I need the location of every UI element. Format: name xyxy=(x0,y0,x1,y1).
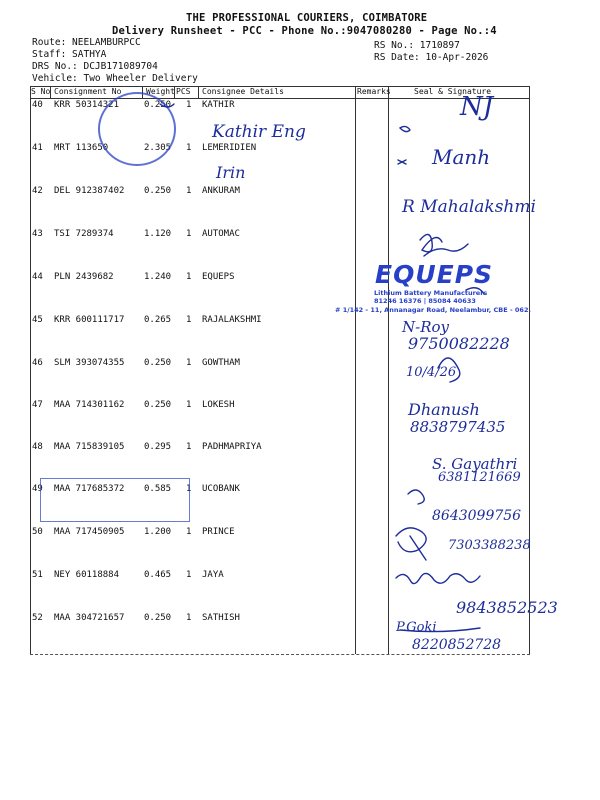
phone-handwritten: 8220852728 xyxy=(412,637,502,653)
cell-consignee: UCOBANK xyxy=(202,484,240,494)
col-header-remarks: Remarks xyxy=(357,87,391,96)
phone-handwritten: 9843852523 xyxy=(456,598,558,617)
equeps-stamp-line3: # 1/142 - 11, Annanagar Road, Neelambur, CBE - 062. xyxy=(335,306,531,314)
cell-consignee: PRINCE xyxy=(202,527,235,537)
cell-weight: 0.250 xyxy=(144,400,172,410)
cell-weight: 1.120 xyxy=(144,229,172,239)
cell-consignment: MAA 304721657 xyxy=(54,613,125,623)
cell-pcs: 1 xyxy=(186,229,192,239)
cell-consignee: AUTOMAC xyxy=(202,229,240,239)
handwritten-date: 10/4/26 xyxy=(406,365,457,380)
cell-consignee: EQUEPS xyxy=(202,272,235,282)
cell-pcs: 1 xyxy=(186,527,192,537)
cell-consignee: JAYA xyxy=(202,570,224,580)
cell-consignment: MAA 714301162 xyxy=(54,400,125,410)
signature: Manh xyxy=(432,145,491,169)
cell-sno: 52 xyxy=(32,613,43,623)
cell-pcs: 1 xyxy=(186,442,192,452)
cell-sno: 49 xyxy=(32,484,43,494)
cell-sno: 51 xyxy=(32,570,43,580)
cell-weight: 2.305 xyxy=(144,143,172,153)
phone-handwritten: 8643099756 xyxy=(432,508,522,524)
cell-sno: 48 xyxy=(32,442,43,452)
col-divider xyxy=(198,86,199,98)
cell-consignee: PADHMAPRIYA xyxy=(202,442,262,452)
col-header-weight: Weight xyxy=(146,87,175,96)
signature: N-Roy xyxy=(402,318,449,336)
cell-consignee: LOKESH xyxy=(202,400,235,410)
rs-number: RS No.: 1710897 xyxy=(374,40,460,51)
cell-consignee: GOWTHAM xyxy=(202,358,240,368)
cell-weight: 0.250 xyxy=(144,100,172,110)
cell-weight: 0.465 xyxy=(144,570,172,580)
cell-pcs: 1 xyxy=(186,272,192,282)
runsheet-subtitle: Delivery Runsheet - PCC - Phone No.:9047080280 - Page No.:4 xyxy=(112,25,497,37)
cell-consignee: SATHISH xyxy=(202,613,240,623)
cell-weight: 0.250 xyxy=(144,358,172,368)
cell-consignment: MAA 717450905 xyxy=(54,527,125,537)
drs-info: DRS No.: DCJB171089704 xyxy=(32,61,158,72)
cell-consignment: NEY 60118884 xyxy=(54,570,120,580)
cell-consignment: KRR 600111717 xyxy=(54,315,125,325)
cell-pcs: 1 xyxy=(186,143,192,153)
signature: S. Gayathri xyxy=(432,455,518,473)
company-title: THE PROFESSIONAL COURIERS, COIMBATORE xyxy=(186,12,428,24)
cell-consignee: KATHIR xyxy=(202,100,235,110)
signature: Dhanush xyxy=(408,400,480,419)
cell-consignment: KRR 50314321 xyxy=(54,100,120,110)
table-row xyxy=(30,315,530,329)
equeps-stamp-line1: Lithium Battery Manufacturers xyxy=(374,289,488,297)
table-row xyxy=(30,229,530,243)
phone-handwritten: 7303388238 xyxy=(448,538,531,553)
cell-weight: 0.295 xyxy=(144,442,172,452)
cell-sno: 45 xyxy=(32,315,43,325)
col-header-pcs: PCS xyxy=(176,87,191,96)
equeps-stamp-logo: EQUEPS xyxy=(375,260,494,289)
signature: R Mahalakshmi xyxy=(402,197,536,217)
cell-consignment: SLM 393074355 xyxy=(54,358,125,368)
cell-weight: 0.250 xyxy=(144,186,172,196)
col-header-sno: S No xyxy=(31,87,51,96)
table-row xyxy=(30,613,530,627)
cell-weight: 0.585 xyxy=(144,484,172,494)
cell-consignee: RAJALAKSHMI xyxy=(202,315,262,325)
cell-weight: 0.265 xyxy=(144,315,172,325)
route-info: Route: NEELAMBURPCC xyxy=(32,37,141,48)
cell-sno: 40 xyxy=(32,100,43,110)
signature: NJ xyxy=(460,92,494,122)
col-header-consignee: Consignee Details xyxy=(202,87,284,96)
cell-consignment: TSI 7289374 xyxy=(54,229,114,239)
phone-handwritten: 8838797435 xyxy=(410,418,506,436)
cell-consignee: LEMERIDIEN xyxy=(202,143,257,153)
company-seal-stamp xyxy=(98,92,176,166)
cell-sno: 50 xyxy=(32,527,43,537)
cell-sno: 46 xyxy=(32,358,43,368)
cell-pcs: 1 xyxy=(186,186,192,196)
cell-consignment: MAA 715839105 xyxy=(54,442,125,452)
cell-consignment: PLN 2439682 xyxy=(54,272,114,282)
cell-pcs: 1 xyxy=(186,400,192,410)
cell-consignment: MRT 113650 xyxy=(54,143,109,153)
cell-weight: 1.200 xyxy=(144,527,172,537)
handwritten-note: Kathir Eng xyxy=(212,122,306,142)
cell-pcs: 1 xyxy=(186,570,192,580)
vehicle-info: Vehicle: Two Wheeler Delivery xyxy=(32,73,198,84)
table-row xyxy=(30,442,530,456)
col-header-seal: Seal & Signature xyxy=(414,87,492,96)
staff-info: Staff: SATHYA xyxy=(32,49,107,60)
col-header-consignment: Consignment No xyxy=(54,87,122,96)
cell-consignment: MAA 717685372 xyxy=(54,484,125,494)
cell-pcs: 1 xyxy=(186,484,192,494)
equeps-stamp-line2: 81246 16376 | 85084 40633 xyxy=(374,297,476,305)
cell-weight: 0.250 xyxy=(144,613,172,623)
cell-consignee: ANKURAM xyxy=(202,186,240,196)
phone-handwritten: 6381121669 xyxy=(438,470,521,485)
cell-pcs: 1 xyxy=(186,315,192,325)
cell-pcs: 1 xyxy=(186,100,192,110)
cell-sno: 47 xyxy=(32,400,43,410)
cell-pcs: 1 xyxy=(186,358,192,368)
rs-date: RS Date: 10-Apr-2026 xyxy=(374,52,489,63)
phone-handwritten: 9750082228 xyxy=(408,334,510,353)
cell-sno: 43 xyxy=(32,229,43,239)
signature: P.Goki xyxy=(396,620,437,635)
cell-sno: 42 xyxy=(32,186,43,196)
cell-sno: 44 xyxy=(32,272,43,282)
cell-pcs: 1 xyxy=(186,613,192,623)
cell-sno: 41 xyxy=(32,143,43,153)
cell-consignment: DEL 912387402 xyxy=(54,186,125,196)
bank-stamp xyxy=(40,478,190,522)
cell-weight: 1.240 xyxy=(144,272,172,282)
handwritten-note: Irin xyxy=(216,163,246,182)
table-row xyxy=(30,570,530,584)
